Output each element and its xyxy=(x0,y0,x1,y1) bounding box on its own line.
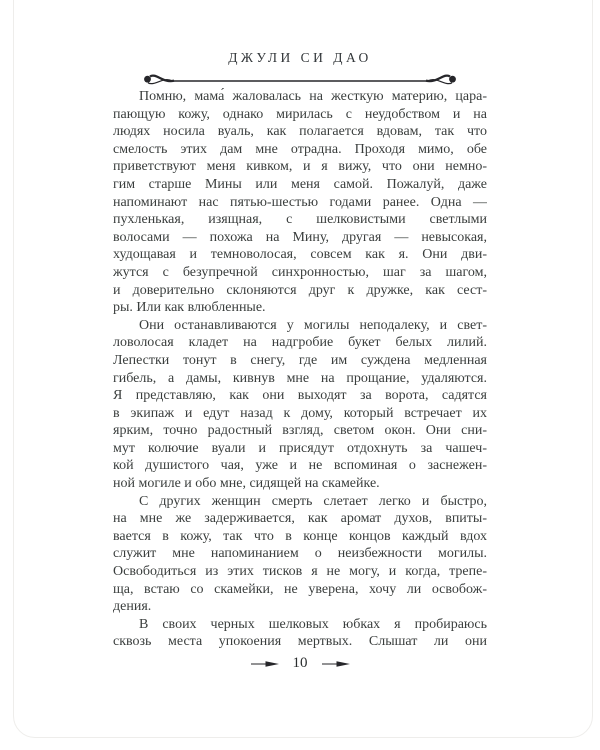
text-line: вается в кожу, так что в конце концов каждый вдох xyxy=(113,528,487,544)
text-line: приветствуют меня кивком, и я вижу, что они немно- xyxy=(113,159,487,175)
text-line: пухленькая, изящная, с шелковистыми светлыми xyxy=(113,212,487,228)
text-line: ща, встаю со скамейки, не уверена, хочу ли освобож- xyxy=(113,581,487,597)
paragraph xyxy=(113,88,487,317)
page-number: 10 xyxy=(292,655,308,671)
text-line: Они останавливаются у могилы неподалеку, и свет- xyxy=(139,317,487,333)
text-line: сквозь места упокоения мертвых. Слышат ли они xyxy=(113,634,487,650)
text-line: В своих черных шелковых юбках я пробираюсь xyxy=(139,616,487,632)
text-line: и доверительно склоняются друг к дружке, как сест- xyxy=(113,282,487,298)
text-line: дения. xyxy=(113,599,152,615)
text-line: Лепестки тонут в снегу, где им суждена медленная xyxy=(113,352,487,368)
text-line: С других женщин смерть слетает легко и быстро, xyxy=(139,493,487,509)
header-divider-flourish-icon xyxy=(142,70,458,90)
text-line: ры. Или как влюбленные. xyxy=(113,300,266,316)
text-line: смелость этих дам мне отрадна. Проходя мимо, обе xyxy=(113,141,487,157)
text-line: гим старше Мины или меня самой. Пожалуй, даже xyxy=(113,176,487,192)
text-line: в экипаж и едут назад к дому, который встречает их xyxy=(113,405,487,421)
text-line: Освободиться из этих тисков я не могу, и когда, трепе- xyxy=(113,564,487,580)
running-head-author: ДЖУЛИ СИ ДАО xyxy=(228,50,372,65)
text-line: жутся с безупречной синхронностью, шаг за шагом, xyxy=(113,264,487,280)
text-line: служит мне напоминанием о неизбежности могилы. xyxy=(113,546,487,562)
text-line: на мне же задерживается, как аромат духов, впиты- xyxy=(113,511,487,527)
text-line: худощавая и темноволосая, совсем как я. Они дви- xyxy=(113,247,487,263)
text-line: ловолосая кладет на надгробие букет белых лилий. xyxy=(113,335,487,351)
page-text xyxy=(113,88,487,651)
page-number-right-ornament-icon xyxy=(321,659,351,669)
text-line: ярким, точно радостный взгляд, светом окон. Они сни- xyxy=(113,423,487,439)
text-line: мут колючие вуали и присядут отдохнуть за чашеч- xyxy=(113,440,487,456)
text-line: волосами — похожа на Мину, другая — невысокая, xyxy=(113,229,487,245)
page-footer xyxy=(0,656,600,671)
paragraph xyxy=(113,493,487,616)
text-line: ной могиле и обо мне, сидящей на скамейке. xyxy=(113,476,380,492)
text-line: Я представляю, как они выходят за ворота, садятся xyxy=(113,388,487,404)
text-line: кой душистого чая, уже и не вспоминая о заснежен- xyxy=(113,458,487,474)
page-number-left-ornament-icon xyxy=(250,659,280,669)
paragraph xyxy=(113,616,487,651)
text-line: людях носила вуаль, как полагается вдовам, так что xyxy=(113,124,487,140)
paragraph xyxy=(113,317,487,493)
text-line: напоминают нас пятью-шестью годами ранее. Одна — xyxy=(113,194,487,210)
text-line: пающую кожу, однако мирилась с неудобством и на xyxy=(113,106,487,122)
text-line: гибель, а дамы, кивнув мне на прощание, удаляются. xyxy=(113,370,487,386)
text-line: Помню, мама́ жаловалась на жесткую материю, цара- xyxy=(139,89,487,104)
